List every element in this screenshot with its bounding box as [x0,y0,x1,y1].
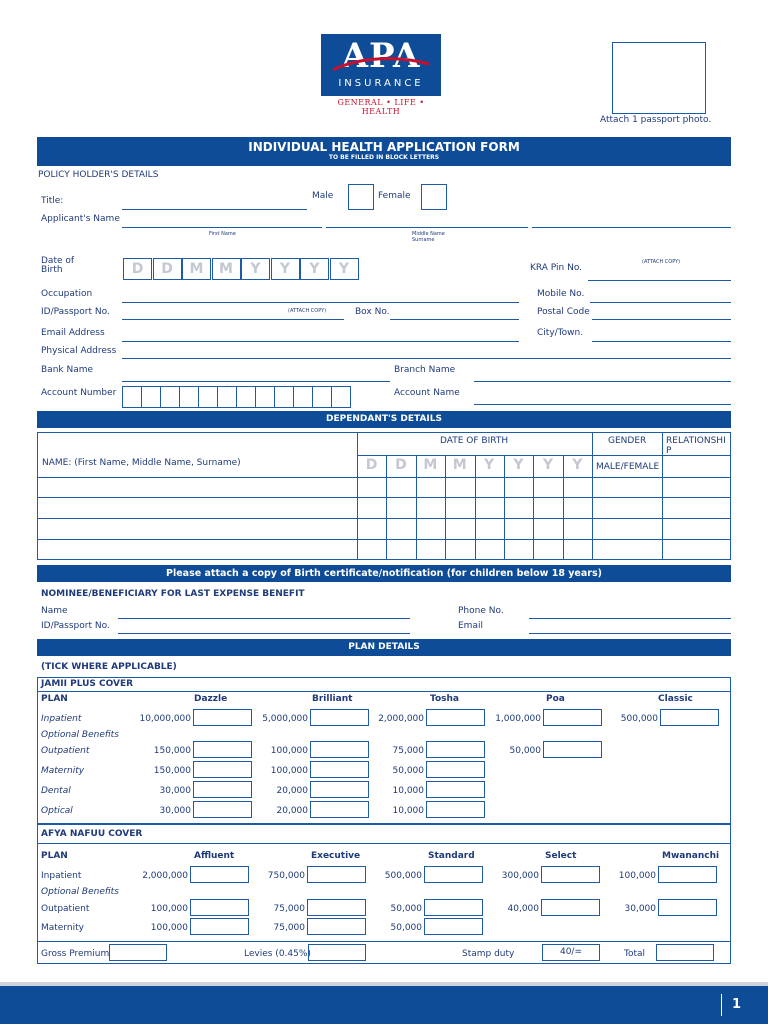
dep-dob-header: DATE OF BIRTH [440,436,509,446]
jamii-tick-box[interactable] [193,709,252,726]
nominee-name-field[interactable] [118,605,410,619]
afya-plan-header: Affluent [194,851,235,861]
stamp-duty-label: Stamp duty [462,949,515,959]
afya-value: 750,000 [267,871,305,881]
jamii-plan-label: PLAN [41,694,68,704]
afya-row-label: Outpatient [41,904,90,914]
postal-code-label: Postal Code [537,307,590,317]
id-passport-label: ID/Passport No. [41,307,110,317]
dep-row-line [37,539,731,540]
logo-sub: INSURANCE [338,78,424,89]
afya-value: 300,000 [501,871,539,881]
account-number-label: Account Number [41,388,117,398]
jamii-title: JAMII PLUS COVER [41,679,134,689]
kra-attach-caption: (ATTACH COPY) [642,259,681,265]
afya-value: 40,000 [507,904,539,914]
afya-value: 75,000 [273,923,305,933]
title-label: Title: [41,196,64,206]
jamii-row-label: Dental [41,786,71,796]
jamii-tick-box[interactable] [426,761,485,778]
dep-row-input[interactable] [38,478,356,497]
postal-code-field[interactable] [592,306,731,320]
middle-name-field[interactable] [326,214,528,228]
nominee-title: NOMINEE/BENEFICIARY FOR LAST EXPENSE BENEFIT [41,589,305,599]
afya-tick-box[interactable] [658,899,717,916]
nominee-id-label: ID/Passport No. [41,621,110,631]
jamii-value: 500,000 [620,714,658,724]
afya-tick-box[interactable] [541,866,600,883]
box-no-field[interactable] [390,306,519,320]
afya-divider [37,843,731,844]
afya-plan-header: Mwananchi [662,851,720,861]
nominee-name-label: Name [41,606,68,616]
jamii-tick-box[interactable] [426,781,485,798]
email-label: Email Address [41,328,105,338]
page-number: 1 [732,997,742,1012]
afya-tick-box[interactable] [424,899,483,916]
afya-plan-label: PLAN [41,851,68,861]
jamii-value: 50,000 [509,746,541,756]
jamii-row-label: Outpatient [41,746,90,756]
dob-digit-box[interactable]: Y [271,258,300,280]
afya-value: 50,000 [390,904,422,914]
account-digit-box[interactable] [179,386,199,408]
dep-dob-digit: Y [572,457,583,473]
afya-tick-box[interactable] [307,899,366,916]
jamii-row-label: Maternity [41,766,85,776]
first-name-caption: First Name [209,231,236,237]
logo-tagline: GENERAL • LIFE • HEALTH [337,98,425,116]
dob-digit-box[interactable]: D [123,258,152,280]
physical-address-label: Physical Address [41,346,117,356]
total-field[interactable] [656,944,714,961]
policy-holder-heading: POLICY HOLDER'S DETAILS [38,170,159,180]
jamii-optional-benefits: Optional Benefits [41,730,119,740]
city-field[interactable] [592,328,731,342]
bank-name-label: Bank Name [41,365,94,375]
occupation-field[interactable] [122,289,519,303]
afya-tick-box[interactable] [190,899,249,916]
afya-tick-box[interactable] [190,918,249,935]
box-no-label: Box No. [355,307,390,317]
male-checkbox[interactable] [348,184,374,210]
jamii-value: 30,000 [159,806,191,816]
afya-value: 75,000 [273,904,305,914]
branch-name-field[interactable] [474,368,731,382]
dep-relationship-header: RELATIONSHIP [666,436,726,456]
mobile-field[interactable] [590,289,731,303]
afya-tick-box[interactable] [190,866,249,883]
jamii-divider [37,691,731,692]
account-digit-box[interactable] [141,386,161,408]
jamii-tick-box[interactable] [310,741,369,758]
jamii-value: 1,000,000 [495,714,541,724]
jamii-value: 20,000 [276,786,308,796]
dep-rel-col-divider [662,432,663,560]
jamii-row-label: Inpatient [41,714,82,724]
afya-tick-box[interactable] [424,866,483,883]
occupation-label: Occupation [41,289,93,299]
jamii-value: 30,000 [159,786,191,796]
dob-digit-box[interactable]: Y [241,258,270,280]
dependants-bar: DEPENDANT'S DETAILS [37,411,731,428]
nominee-email-field[interactable] [529,620,731,634]
afya-value: 50,000 [390,923,422,933]
company-logo [321,34,441,96]
physical-address-field[interactable] [122,345,731,359]
plan-details-bar: PLAN DETAILS [37,639,731,656]
jamii-value: 150,000 [153,746,191,756]
jamii-tick-box[interactable] [543,741,602,758]
gross-premium-field[interactable] [109,944,167,961]
dob-digit-box[interactable]: Y [300,258,329,280]
passport-photo-box[interactable] [612,42,706,114]
account-digit-box[interactable] [274,386,294,408]
afya-tick-box[interactable] [307,918,366,935]
jamii-value: 5,000,000 [262,714,308,724]
jamii-value: 10,000 [392,786,424,796]
dep-name-col-divider [357,432,358,560]
levies-field[interactable] [308,944,366,961]
dob-digit-box[interactable]: D [153,258,182,280]
dep-dob-digit: M [423,457,438,473]
jamii-tick-box[interactable] [310,801,369,818]
footer-band [0,986,768,1024]
account-digit-box[interactable] [198,386,218,408]
afya-tick-box[interactable] [424,918,483,935]
afya-tick-box[interactable] [307,866,366,883]
logo-swoosh [331,54,431,74]
afya-row-label: Maternity [41,923,84,933]
jamii-tick-box[interactable] [193,761,252,778]
jamii-tick-box[interactable] [193,741,252,758]
jamii-tick-box[interactable] [426,741,485,758]
dep-dob-digit: D [395,457,407,473]
jamii-plan-header: Classic [658,694,693,704]
jamii-value: 10,000 [392,806,424,816]
bank-name-field[interactable] [122,368,390,382]
jamii-tick-box[interactable] [543,709,602,726]
account-name-field[interactable] [474,391,731,405]
jamii-value: 100,000 [270,766,308,776]
dob-digit-box[interactable]: M [212,258,241,280]
afya-row-label: Inpatient [41,871,82,881]
jamii-tick-box[interactable] [426,801,485,818]
dob-digit-box[interactable]: Y [330,258,359,280]
nominee-id-field[interactable] [118,620,410,634]
id-attach-caption: (ATTACH COPY) [288,308,327,314]
jamii-plan-header: Brilliant [312,694,353,704]
female-label: Female [378,191,411,201]
form-title-bar [37,137,731,166]
branch-name-label: Branch Name [394,365,456,375]
afya-plan-header: Standard [428,851,475,861]
jamii-value: 50,000 [392,766,424,776]
dep-dob-digit: D [365,457,378,473]
dob-label: Date of [41,256,75,266]
jamii-tick-box[interactable] [193,801,252,818]
female-checkbox[interactable] [421,184,447,210]
kra-label: KRA Pin No. [530,263,583,273]
nominee-phone-field[interactable] [529,605,731,619]
jamii-tick-box[interactable] [426,709,485,726]
levies-label: Levies (0.45%) [244,949,311,959]
account-digit-box[interactable] [160,386,180,408]
dep-gender-header: GENDER [608,436,647,446]
account-digit-box[interactable] [312,386,332,408]
afya-value: 500,000 [384,871,422,881]
afya-value: 100,000 [150,923,188,933]
jamii-plan-header: Dazzle [194,694,228,704]
jamii-value: 10,000,000 [139,714,191,724]
jamii-value: 20,000 [276,806,308,816]
afya-optional-benefits: Optional Benefits [41,887,119,897]
nominee-phone-label: Phone No. [458,606,504,616]
afya-value: 100,000 [150,904,188,914]
afya-title: AFYA NAFUU COVER [41,829,143,839]
dep-gender-sub: MALE/FEMALE [596,462,660,472]
surname-field[interactable] [532,214,731,228]
mobile-label: Mobile No. [537,289,585,299]
jamii-tick-box[interactable] [310,761,369,778]
form-title: INDIVIDUAL HEALTH APPLICATION FORM [248,140,520,154]
jamii-value: 2,000,000 [378,714,424,724]
city-label: City/Town. [537,328,584,338]
jamii-tick-box[interactable] [193,781,252,798]
afya-tick-box[interactable] [541,899,600,916]
male-label: Male [312,191,334,201]
passport-caption: Attach 1 passport photo. [600,115,712,125]
afya-value: 2,000,000 [142,871,188,881]
account-digit-box[interactable] [255,386,275,408]
afya-value: 100,000 [618,871,656,881]
jamii-tick-box[interactable] [310,709,369,726]
middle-name-caption: Middle Name [412,231,445,237]
applicant-name-label: Applicant's Name [41,214,120,224]
dep-dob-digit: Y [513,457,524,473]
account-name-label: Account Name [394,388,460,398]
afya-tick-box[interactable] [658,866,717,883]
dep-dob-digit: Y [484,457,495,473]
first-name-field[interactable] [122,214,322,228]
logo-brand: APA [341,36,421,76]
jamii-plan-header: Poa [546,694,565,704]
afya-plan-header: Executive [311,851,361,861]
gross-premium-label: Gross Premium [41,949,110,959]
dob-label-2: Birth [41,265,63,275]
account-digit-box[interactable] [122,386,142,408]
jamii-row-label: Optical [41,806,73,816]
afya-value: 30,000 [624,904,656,914]
form-subtitle: TO BE FILLED IN BLOCK LETTERS [328,154,440,161]
jamii-value: 150,000 [153,766,191,776]
jamii-value: 75,000 [392,746,424,756]
dob-digit-box[interactable]: M [182,258,211,280]
jamii-value: 100,000 [270,746,308,756]
account-digit-box[interactable] [293,386,313,408]
dep-name-header: NAME: (First Name, Middle Name, Surname) [42,458,241,468]
total-label: Total [624,949,646,959]
account-digit-box[interactable] [217,386,237,408]
account-digit-box[interactable] [236,386,256,408]
email-field[interactable] [122,328,519,342]
footer-separator [721,994,722,1016]
dep-dob-digit: Y [542,457,553,473]
title-field[interactable] [122,196,307,210]
dep-row-input[interactable] [38,498,356,517]
birth-notice-bar: Please attach a copy of Birth certificate/notification (for children below 18 years) [37,565,731,582]
stamp-duty-field[interactable] [542,944,600,961]
nominee-email-label: Email [458,621,483,631]
dep-row-input[interactable] [38,519,356,538]
jamii-tick-box[interactable] [310,781,369,798]
stamp-duty-value: 40/= [559,947,583,957]
surname-caption: Surname [412,237,435,243]
kra-field[interactable] [588,267,731,281]
tick-instruction: (TICK WHERE APPLICABLE) [41,662,177,672]
jamii-tick-box[interactable] [660,709,719,726]
account-digit-box[interactable] [331,386,351,408]
afya-plan-header: Select [545,851,577,861]
dep-dob-digit: M [452,457,467,473]
jamii-plan-header: Tosha [430,694,459,704]
dep-gender-col-divider [592,432,593,560]
